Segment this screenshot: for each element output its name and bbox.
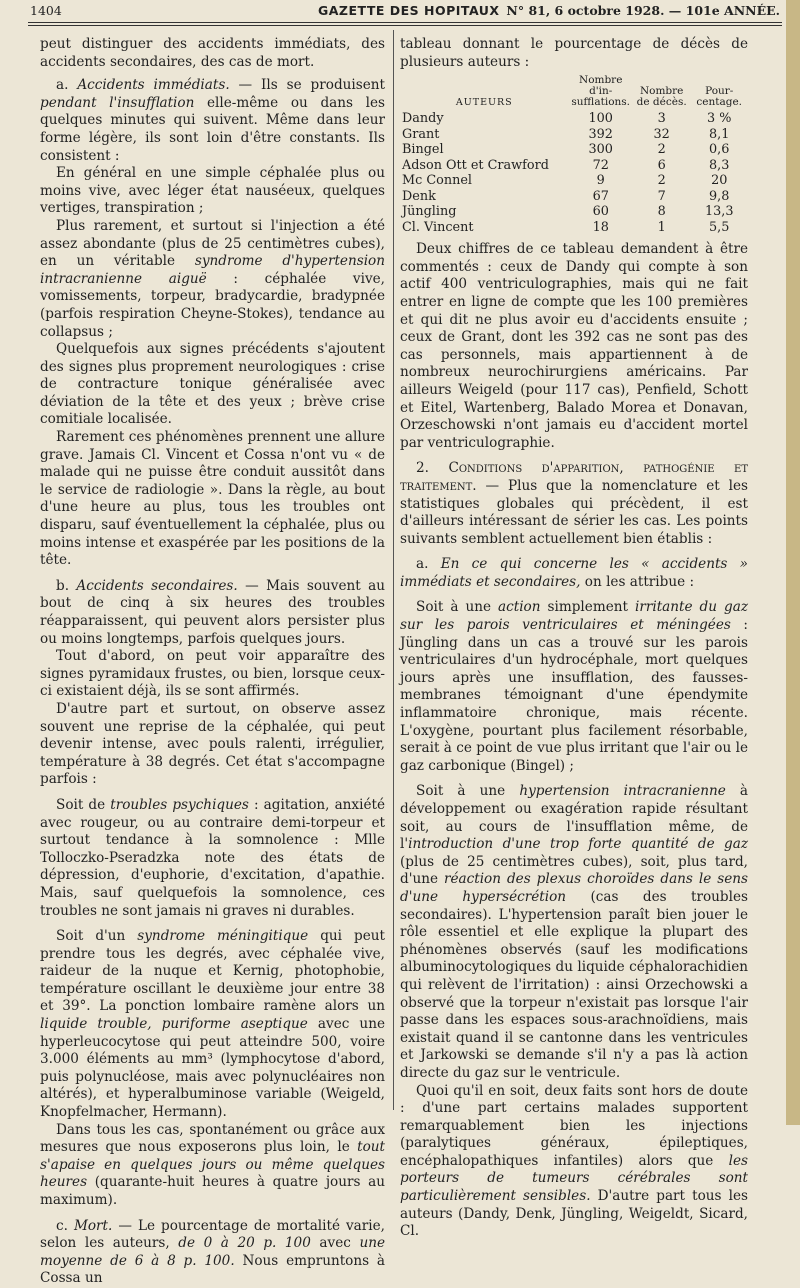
value-cell: 300 [588, 142, 613, 158]
value-cell: 2 [657, 142, 666, 158]
paragraph: Rarement ces phénomènes prennent une allure grave. Jamais Cl. Vincent et Cossa n'ont vu « de malade qui ne puisse être conduit aussitôt dans le service de radiologie ». Dans la règle, au bout d'une heure au plus, tous les troubles ont disparu, sauf éventuellement la céphalée, plus ou moins intense et exaspérée par les positions de la tête. [40, 429, 385, 569]
header-rule-thin [28, 25, 782, 26]
mortality-table [400, 75, 748, 235]
table-body [400, 111, 748, 235]
value-cell: 9,8 [709, 188, 730, 204]
value-cell: 9 [596, 173, 605, 189]
paragraph: Quelquefois aux signes précédents s'ajoutent des signes plus proprement neurologiques : crise de contracture tonique généralisée avec déviation de la tête et des yeux ; brève crise comitiale localisée. [40, 341, 385, 428]
paragraph: Tout d'abord, on peut voir apparaître des signes pyramidaux frustes, ou bien, lorsque ceux-ci existaient déjà, ils se sont affirmés. [40, 648, 385, 700]
table-row [400, 173, 748, 189]
paragraph: Deux chiffres de ce tableau demandent à être commentés : ceux de Dandy qui compte à son actif 400 ventriculographies, mais qui ne fait entrer en ligne de compte que les 100 premières et qui dit ne plus avoir eu d'accidents ensuite ; ceux de Grant, dont les 392 cas ne sont pas des cas personnels, mais appartiennent à de nombreux neurochirurgiens américains. Par ailleurs Weigeld (pour 117 cas), Penfield, Schott et Eitel, Wartenberg, Balado Morea et Donavan, Orzeschowski n'ont jamais eu d'accident mortel par ventriculographie. [400, 241, 748, 451]
right-column [400, 36, 749, 1240]
value-cell: 72 [592, 157, 609, 173]
page-header [28, 0, 782, 20]
table-row [400, 111, 748, 127]
table-header: Pour-centage. [696, 85, 743, 109]
value-cell: 1 [657, 219, 666, 235]
page-edge [786, 0, 800, 1125]
paragraph: Soit à une action simplement irritante du gaz sur les parois ventriculaires et méningées : Jüngling dans un cas a trouvé sur les parois ventriculaires d'un hydrocéphale, mort quelques jours après une insufflation, des fausses-membranes témoignant d'une épendymite inflammatoire chronique, mais récente. L'oxygène, pourtant plus facilement résorbable, serait à ce point de vue plus irritant que l'air ou le gaz carbonique (Bingel) ; [400, 599, 749, 774]
value-cell: 3 % [707, 111, 732, 127]
paragraph: peut distinguer des accidents immédiats, des accidents secondaires, des cas de mort. [40, 36, 385, 70]
section-c-death: c. Mort. — Le pourcentage de mortalité varie, selon les auteurs, de 0 à 20 p. 100 avec une moyenne de 6 à 8 p. 100. Nous empruntons à Cossa un [40, 1217, 385, 1287]
value-cell: 2 [657, 173, 666, 189]
table-row [400, 142, 748, 158]
page-number: 1404 [30, 3, 62, 18]
table-row [400, 127, 748, 143]
author-cell: Grant [402, 126, 440, 142]
paragraph: Soit à une hypertension intracranienne à développement ou exagération rapide résultant soit, au cours de l'insufflation même, de l'introduction d'une trop forte quantité de gaz (plus de 25 centimètres cubes), soit, plus tard, d'une réaction des plexus choroïdes dans le sens d'une hypersécrétion (cas des troubles secondaires). L'hypertension paraît bien jouer le rôle essentiel et elle explique la plupart des phénomènes observés (sauf les modifications albuminocytologiques du liquide céphalorachidien qui relèvent de l'irritation) : ainsi Orzechowski a observé que la torpeur n'existait pas lorsque l'air passe dans les espaces sous-arachnoïdiens, mais existait quand il se cantonne dans les ventricules et Jarkowski se demande s'il n'y a pas là action directe du gaz sur le ventricule. [400, 783, 749, 1081]
left-column [40, 36, 385, 1287]
issue-info: N° 81, 6 octobre 1928. — 101e ANNÉE. [506, 3, 780, 18]
value-cell: 6 [657, 157, 666, 173]
paragraph: Soit de troubles psychiques : agitation, anxiété avec rougeur, ou au contraire demi-torpeur et surtout tendance à la somnolence : Mlle Tolloczko-Pseradzka note des états de dépression, d'euphorie, d'excitation, d'apathie. Mais, sauf quelquefois la somnolence, ces troubles ne sont jamais ni graves ni durables. [40, 796, 385, 919]
value-cell: 100 [588, 111, 613, 127]
table-row [400, 220, 748, 236]
table-header: Nombre de décès. [636, 85, 687, 109]
author-cell: Adson Ott et Crawford [402, 157, 549, 173]
table-row [400, 189, 748, 205]
paragraph: Plus rarement, et surtout si l'injection a été assez abondante (plus de 25 centimètres cubes), en un véritable syndrome d'hypertension intracranienne aiguë : céphalée vive, vomissements, torpeur, bradycardie, bradypnée (parfois respiration Cheyne-Stokes), tendance au collapsus ; [40, 217, 385, 340]
table-header-row [400, 75, 748, 111]
author-cell: Cl. Vincent [402, 219, 474, 235]
author-cell: Mc Connel [402, 173, 472, 189]
value-cell: 60 [592, 204, 609, 220]
value-cell: 13,3 [704, 204, 734, 220]
value-cell: 7 [657, 188, 666, 204]
author-cell: Dandy [402, 111, 444, 127]
paragraph: Quoi qu'il en soit, deux faits sont hors de doute : d'une part certains malades supportent remarquablement bien les injections (paralytiques généraux, épileptiques, encéphalopathiques infantiles) alors que les porteurs de tumeurs cérébrales sont particulièrement sensibles. D'autre part tous les auteurs (Dandy, Denk, Jüngling, Weigeldt, Sicard, Cl. [400, 1082, 748, 1240]
column-divider [393, 30, 394, 1110]
value-cell: 0,6 [709, 142, 730, 158]
value-cell: 20 [711, 173, 728, 189]
table-row [400, 204, 748, 220]
value-cell: 8 [657, 204, 666, 220]
table-row [400, 158, 748, 174]
paragraph: D'autre part et surtout, on observe assez souvent une reprise de la céphalée, qui peut devenir intense, avec pouls ralenti, irrégulier, température à 38 degrés. Cet état s'accompagne parfois : [40, 700, 385, 788]
value-cell: 32 [653, 126, 670, 142]
paragraph: En général en une simple céphalée plus ou moins vive, avec léger état nauséeux, quelques vertiges, transpiration ; [40, 165, 385, 217]
value-cell: 8,3 [709, 157, 730, 173]
author-cell: Jüngling [402, 204, 457, 220]
paragraph: tableau donnant le pourcentage de décès de plusieurs auteurs : [400, 36, 748, 70]
section-2-conditions: 2. Conditions d'apparition, pathogénie et traitement. — Plus que la nomenclature et les statistiques globales qui précèdent, il est d'ailleurs intéressant de sérier les cas. Les points suivants semblent actuellement bien établis : [400, 460, 748, 547]
value-cell: 67 [592, 188, 609, 204]
author-cell: Bingel [402, 142, 444, 158]
table-header: Nombre d'in-sufflations. [571, 74, 631, 109]
value-cell: 5,5 [709, 219, 730, 235]
author-cell: Denk [402, 188, 436, 204]
section-a-accidents: a. En ce qui concerne les « accidents » immédiats et secondaires, on les attribue : [400, 556, 748, 590]
header-rule [28, 22, 782, 23]
paragraph: Dans tous les cas, spontanément ou grâce aux mesures que nous exposerons plus loin, le tout s'apaise en quelques jours ou même quelques heures (quarante-huit heures à quatre jours au maximum). [40, 1121, 385, 1208]
paragraph: Soit d'un syndrome méningitique qui peut prendre tous les degrés, avec céphalée vive, raideur de la nuque et Kernig, photophobie, température oscillant le deuxième jour entre 38 et 39°. La ponction lombaire ramène alors un liquide trouble, puriforme aseptique avec une hyperleucocytose qui peut atteindre 500, voire 3.000 éléments au mm³ (lymphocytose d'abord, puis polynucléose, mais avec polynucléaires non altérés), et hyperalbuminose variable (Weigeld, Knopfelmacher, Hermann). [40, 928, 385, 1121]
value-cell: 3 [657, 111, 666, 127]
value-cell: 18 [592, 219, 609, 235]
section-a-immediate: a. Accidents immédiats. — Ils se produisent pendant l'insufflation elle-même ou dans les quelques minutes qui suivent. Même dans leur forme légère, ils sont loin d'être constants. Ils consistent : [40, 77, 385, 164]
value-cell: 8,1 [709, 126, 730, 142]
value-cell: 392 [588, 126, 613, 142]
journal-title: GAZETTE DES HOPITAUX [318, 3, 500, 18]
table-header: AUTEURS [455, 97, 513, 109]
section-b-secondary: b. Accidents secondaires. — Mais souvent au bout de cinq à six heures des troubles réapparaissent, qui peuvent alors persister plus ou moins longtemps, parfois quelques jours. [40, 577, 385, 647]
